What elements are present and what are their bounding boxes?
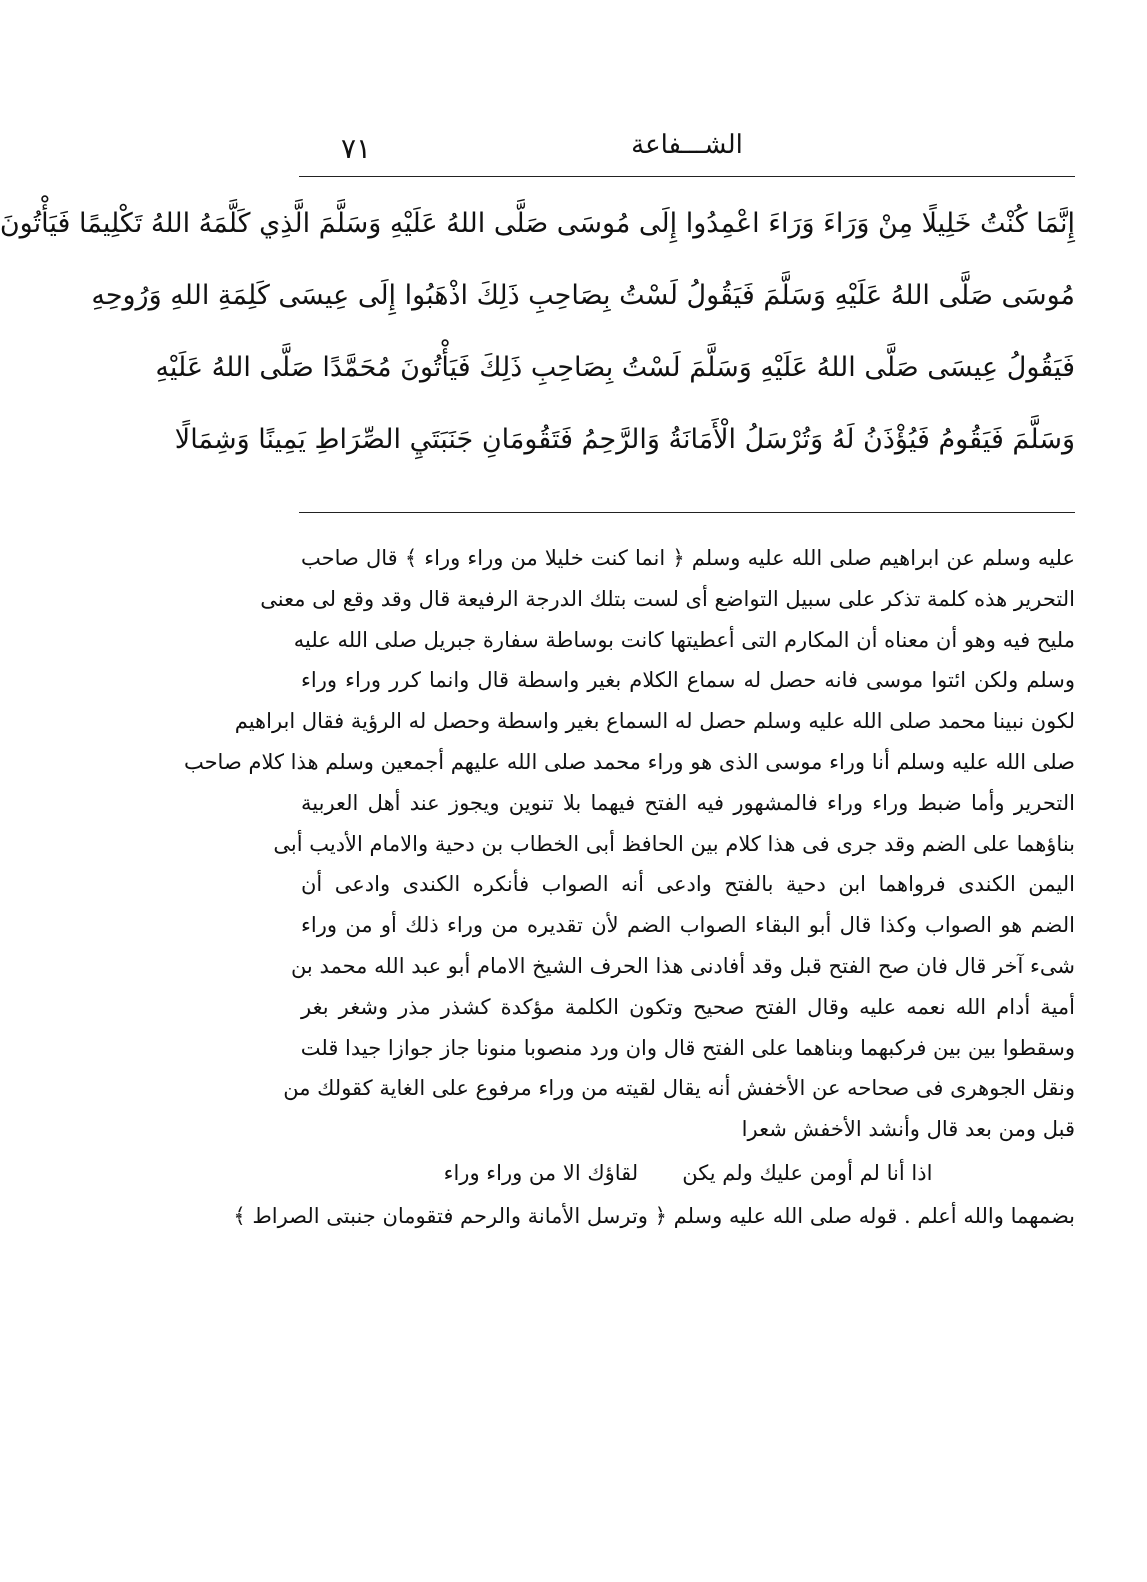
hadith-line: فَيَقُولُ عِيسَى صَلَّى اللهُ عَلَيْهِ وَسَلَّمَ لَسْتُ بِصَاحِبِ ذَلِكَ فَيَأْتُونَ مُحَمَّدًا صَلَّى اللهُ عَلَيْهِ xyxy=(155,352,1075,383)
page-number: ٧١ xyxy=(341,132,372,165)
poetry-verse xyxy=(301,1150,1075,1196)
commentary-line: التحرير وأما ضبط وراء وراء فالمشهور فيه الفتح فيهما بلا تنوين ويجوز عند أهل العربية xyxy=(301,790,1075,815)
commentary-line: الضم هو الصواب وكذا قال أبو البقاء الصواب الضم لأن تقديره من وراء ذلك أو من وراء xyxy=(301,913,1075,938)
commentary-line: قبل ومن بعد قال وأنشد الأخفش شعرا xyxy=(741,1117,1075,1142)
running-title: الشـــفاعة xyxy=(631,130,743,160)
hadith-line: إِنَّمَا كُنْتُ خَلِيلًا مِنْ وَرَاءَ وَرَاءَ اعْمِدُوا إِلَى مُوسَى صَلَّى اللهُ عَلَيْهِ وَسَلَّمَ الَّذِي كَلَّمَهُ اللهُ تَكْلِيمًا فَيَأْتُونَ xyxy=(0,208,1075,239)
hadith-line: مُوسَى صَلَّى اللهُ عَلَيْهِ وَسَلَّمَ فَيَقُولُ لَسْتُ بِصَاحِبِ ذَلِكَ اذْهَبُوا إِلَى عِيسَى كَلِمَةِ اللهِ وَرُوحِهِ xyxy=(91,280,1075,311)
verse-first-hemistich: اذا أنا لم أومن عليك ولم يكن xyxy=(682,1160,933,1185)
header-rule xyxy=(299,176,1075,177)
page-header xyxy=(297,128,1077,172)
commentary-line: وسقطوا بين بين فركبهما وبناهما على الفتح قال وان ورد منصوبا منونا جاز جوازا جيدا قلت xyxy=(300,1035,1075,1060)
commentary-line: اليمن الكندى فرواهما ابن دحية بالفتح وادعى أنه الصواب فأنكره الكندى وادعى أن xyxy=(301,872,1075,897)
commentary-line: صلى الله عليه وسلم أنا وراء موسى الذى هو وراء محمد صلى الله عليهم أجمعين وسلم هذا كلام صاحب xyxy=(183,749,1075,774)
commentary-line: شىء آخر قال فان صح الفتح قبل وقد أفادنى هذا الحرف الشيخ الامام أبو عبد الله محمد بن xyxy=(290,953,1075,978)
commentary-line: وسلم ولكن ائتوا موسى فانه حصل له سماع الكلام بغير واسطة قال وانما كرر وراء وراء xyxy=(301,668,1075,693)
commentary-line: التحرير هذه كلمة تذكر على سبيل التواضع أى لست بتلك الدرجة الرفيعة قال وقد وقع لى معنى xyxy=(260,586,1075,611)
commentary-line: مليح فيه وهو أن معناه أن المكارم التى أعطيتها كانت بوساطة سفارة جبريل صلى الله عليه xyxy=(293,627,1075,652)
commentary-line: لكون نبينا محمد صلى الله عليه وسلم حصل له السماع بغير واسطة وحصل له الرؤية فقال ابراهيم xyxy=(234,709,1075,734)
commentary-line: بناؤهما على الضم وقد جرى فى هذا كلام بين الحافظ أبى الخطاب بن دحية والامام الأديب أبى xyxy=(273,831,1075,856)
hadith-text-block xyxy=(0,188,1075,476)
closing-line: بضمهما والله أعلم . قوله صلى الله عليه وسلم ﴿ وترسل الأمانة والرحم فتقومان جنبتى الصراط ﴾ xyxy=(233,1203,1075,1228)
commentary-line: أمية أدام الله نعمه عليه وقال الفتح صحيح وتكون الكلمة مؤكدة كشذر مذر وشغر بغر xyxy=(301,994,1075,1019)
commentary-block xyxy=(183,538,1075,1237)
hadith-line: وَسَلَّمَ فَيَقُومُ فَيُؤْذَنُ لَهُ وَتُرْسَلُ الْأَمَانَةُ وَالرَّحِمُ فَتَقُومَانِ جَنَبَتَيِ الصِّرَاطِ يَمِينًا وَشِمَالًا xyxy=(174,424,1075,455)
verse-second-hemistich: لقاؤك الا من وراء وراء xyxy=(443,1160,639,1185)
commentary-line: ونقل الجوهرى فى صحاحه عن الأخفش أنه يقال لقيته من وراء مرفوع على الغاية كقولك من xyxy=(283,1076,1075,1101)
commentary-line: عليه وسلم عن ابراهيم صلى الله عليه وسلم ﴿ انما كنت خليلا من وراء وراء ﴾ قال صاحب xyxy=(301,546,1075,570)
section-divider-rule xyxy=(299,512,1075,513)
